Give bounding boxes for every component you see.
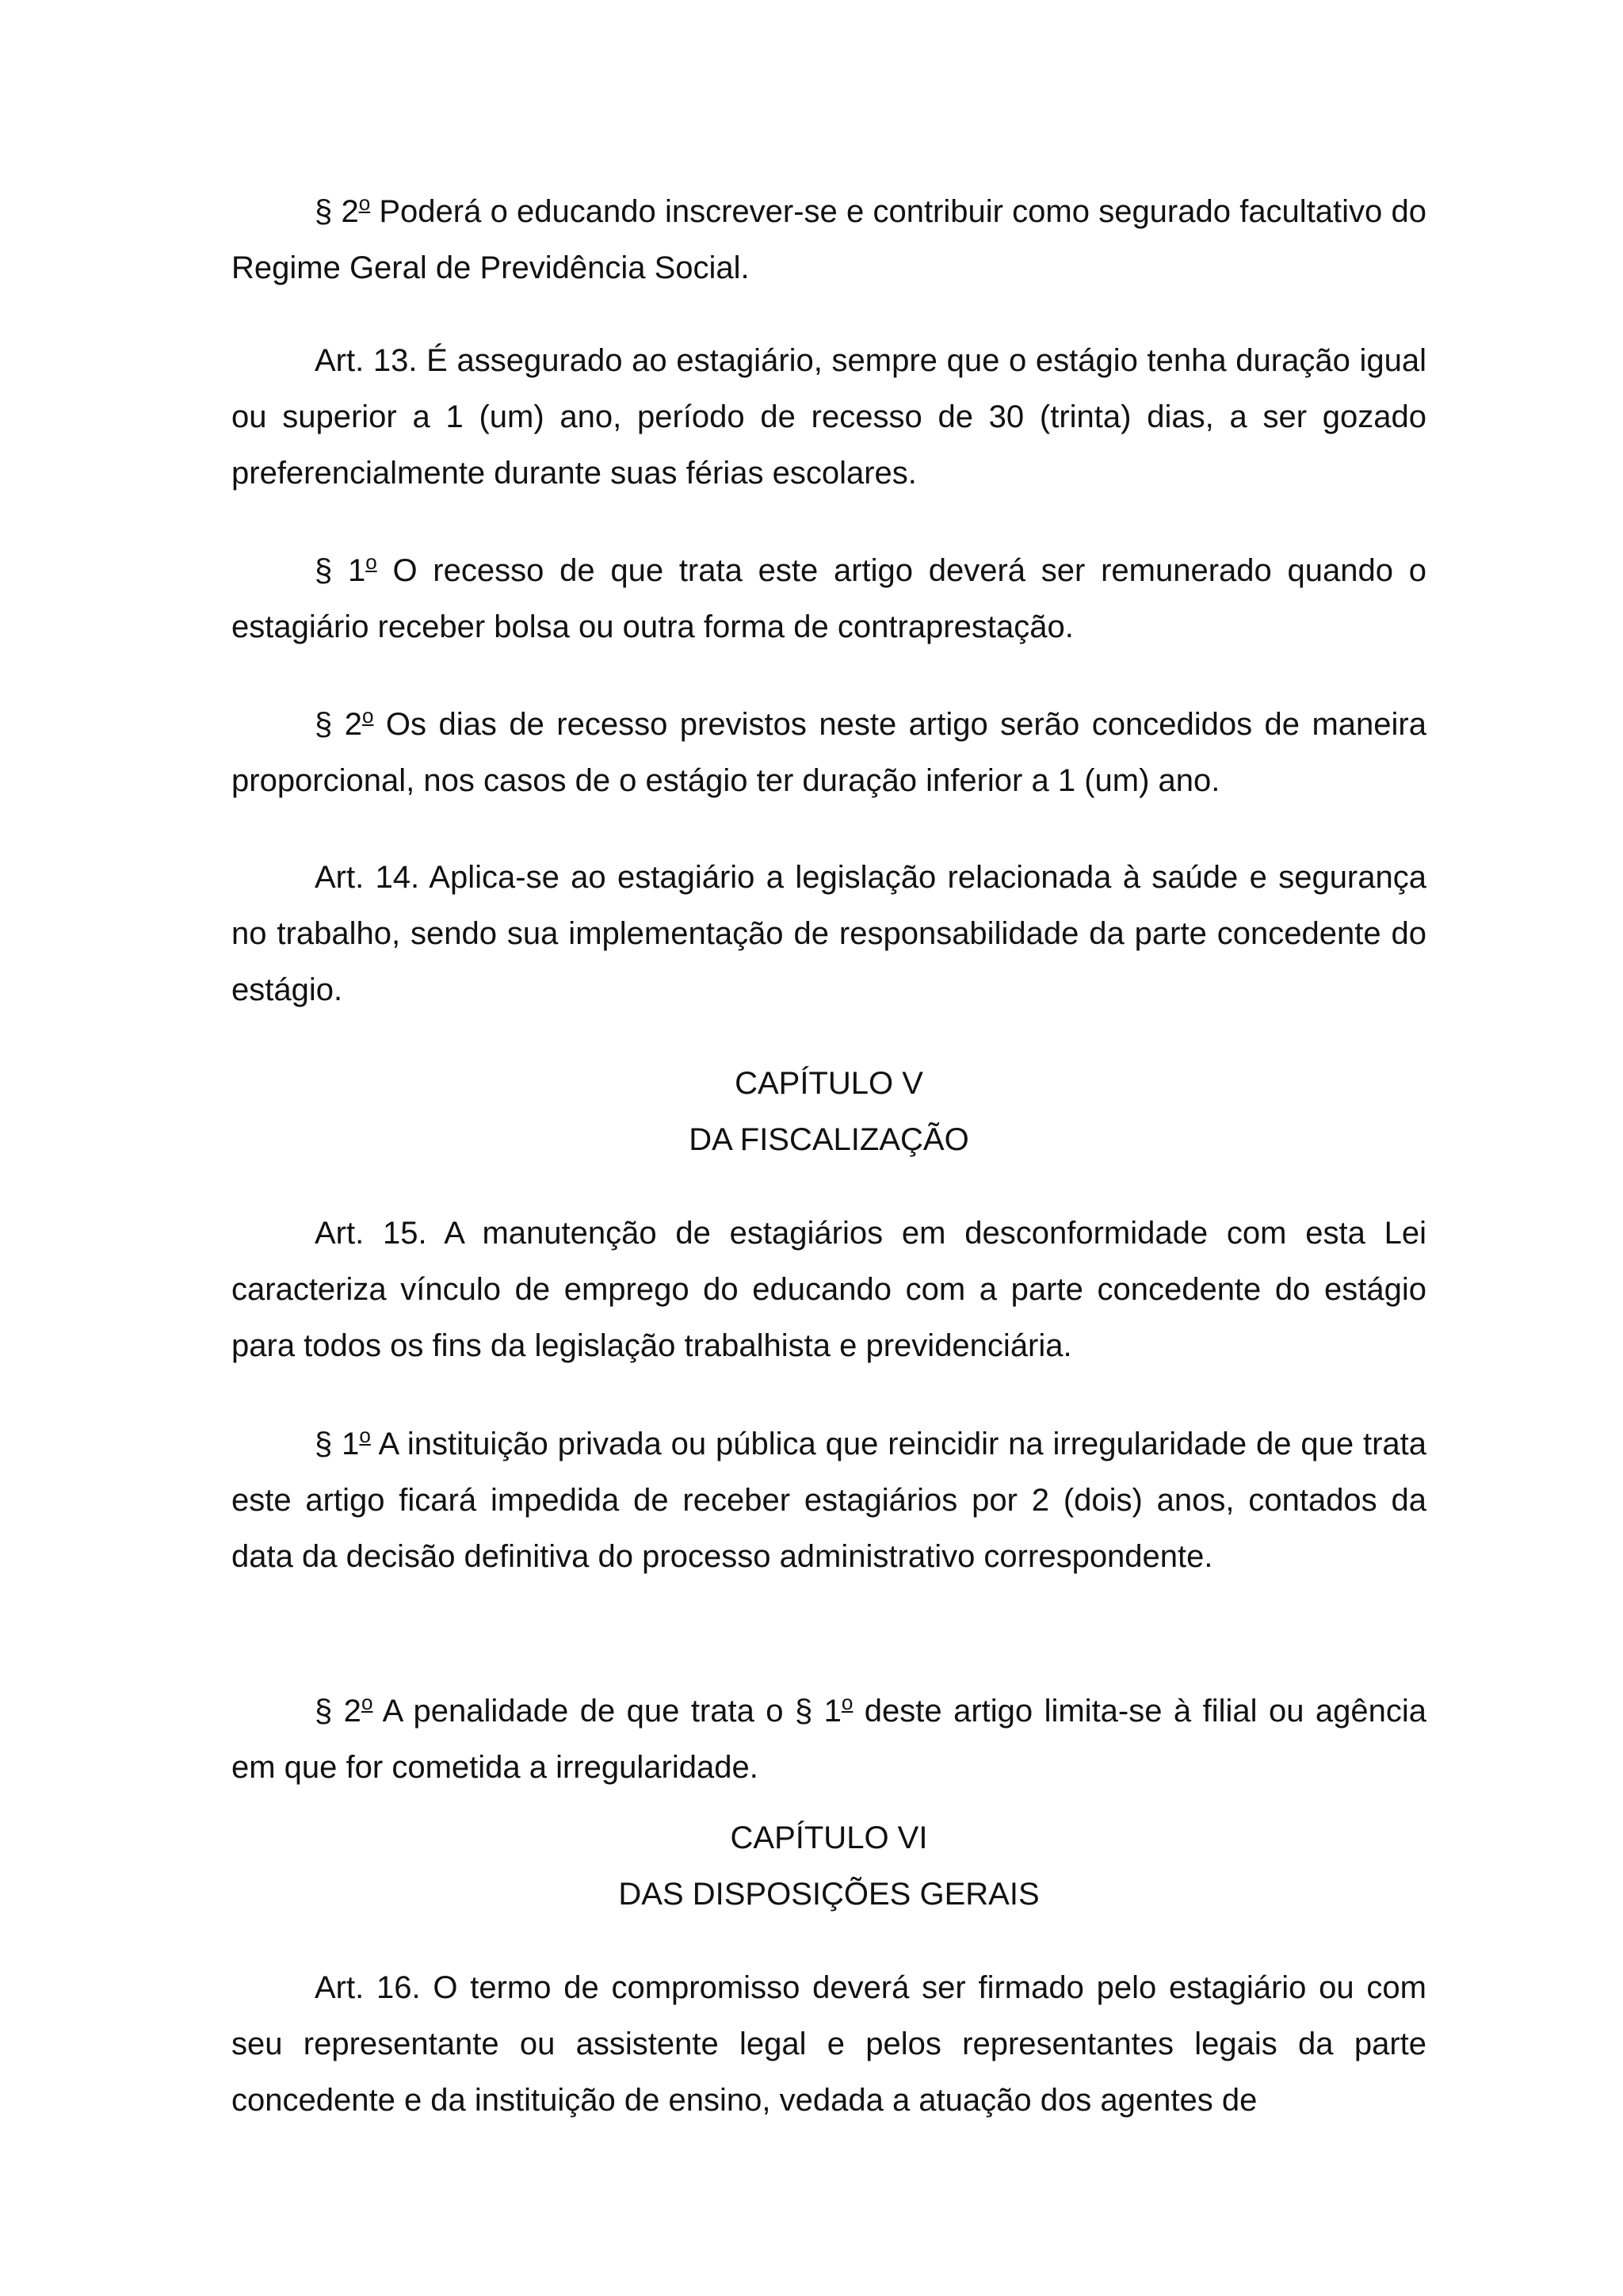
paragraph-prefix: § 1 — [315, 553, 366, 588]
paragraph-text: Poderá o educando inscrever-se e contribuir como segurado facultativo do Regime Geral de Previdência Social. — [231, 194, 1426, 285]
paragraph-text: Art. 13. É assegurado ao estagiário, sempre que o estágio tenha duração igual ou superior a 1 (um) ano, período de recesso de 30 (trinta) dias, a ser gozado preferencialmente durante suas férias escolares. — [231, 343, 1426, 491]
paragraph-art-14 — [231, 850, 1426, 1018]
paragraph-prefix: § 2 — [315, 1694, 361, 1729]
paragraph-text: Os dias de recesso previstos neste artigo serão concedidos de maneira proporcional, nos casos de o estágio ter duração inferior a 1 (um) ano. — [231, 707, 1427, 798]
paragraph-prefix: § 2 — [315, 707, 362, 742]
paragraph-prefix: § 1 — [315, 1427, 360, 1461]
chapter-vi-number: CAPÍTULO VI — [730, 1820, 928, 1855]
ordinal-indicator: o — [358, 191, 371, 215]
chapter-v-title: DA FISCALIZAÇÃO — [689, 1122, 969, 1157]
paragraph-text: Art. 14. Aplica-se ao estagiário a legislação relacionada à saúde e segurança no trabalho, sendo sua implementação de responsabilidade da parte concedente do estágio. — [231, 860, 1426, 1007]
paragraph-par2-segurado — [231, 184, 1426, 296]
paragraph-art-15 — [231, 1205, 1426, 1374]
paragraph-text: Art. 16. O termo de compromisso deverá ser firmado pelo estagiário ou com seu representante ou assistente legal e pelos representantes legais da parte concedente e da instituição de ensino, vedada a atuação dos agentes de — [231, 1970, 1426, 2118]
paragraph-prefix: § 2 — [315, 194, 359, 229]
paragraph-art-13 — [231, 333, 1426, 502]
document-page — [231, 0, 1426, 2296]
paragraph-art13-par2 — [231, 697, 1426, 809]
paragraph-text: deste artigo limita-se à filial ou agência em que for cometida a irregularidade. — [231, 1694, 1427, 1785]
paragraph-text: O recesso de que trata este artigo deverá ser remunerado quando o estagiário receber bolsa ou outra forma de contraprestação. — [231, 553, 1426, 644]
paragraph-text: A penalidade de que trata o § 1 — [372, 1694, 842, 1729]
paragraph-text: A instituição privada ou pública que reincidir na irregularidade de que trata este artigo ficará impedida de receber estagiários por 2 (dois) anos, contados da data da decisão definitiva do processo administrativo correspondente. — [231, 1427, 1426, 1574]
ordinal-indicator: o — [841, 1690, 854, 1714]
paragraph-art15-par2 — [231, 1683, 1426, 1796]
paragraph-art15-par1 — [231, 1416, 1426, 1585]
chapter-v-number: CAPÍTULO V — [735, 1066, 923, 1101]
ordinal-indicator: o — [361, 1690, 373, 1714]
chapter-vi-title: DAS DISPOSIÇÕES GERAIS — [618, 1877, 1040, 1912]
ordinal-indicator: o — [365, 550, 377, 574]
ordinal-indicator: o — [359, 1423, 371, 1447]
paragraph-art13-par1 — [231, 543, 1426, 655]
ordinal-indicator: o — [361, 704, 374, 728]
paragraph-text: Art. 15. A manutenção de estagiários em desconformidade com esta Lei caracteriza vínculo de emprego do educando com a parte concedente do estágio para todos os fins da legislação trabalhista e previdenciária. — [231, 1216, 1426, 1363]
paragraph-art-16 — [231, 1960, 1426, 2129]
